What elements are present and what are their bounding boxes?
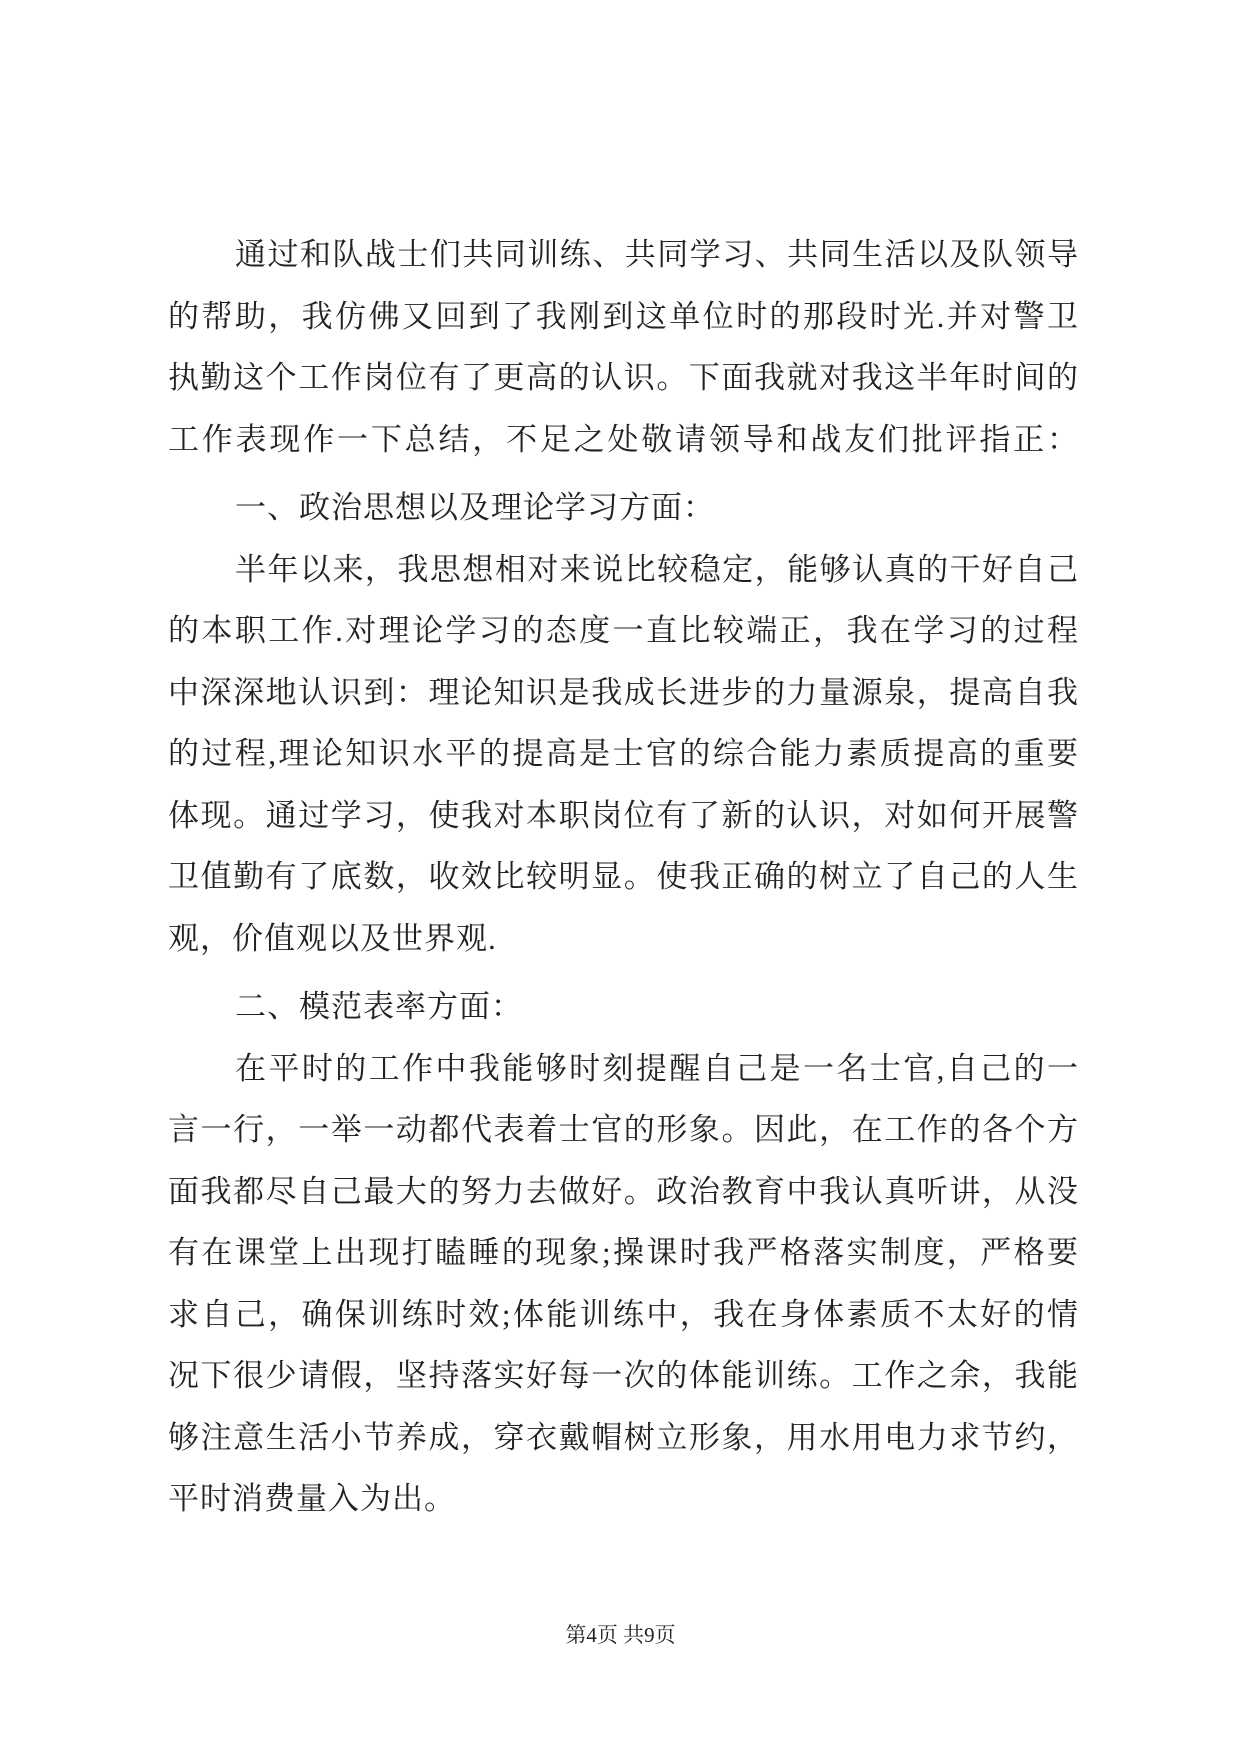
paragraph-intro xyxy=(168,224,1079,470)
text-line: 求自己，确保训练时效;体能训练中，我在身体素质不太好的情 xyxy=(168,1296,1079,1332)
text-line: 观，价值观以及世界观. xyxy=(168,920,497,956)
heading-text: 一、政治思想以及理论学习方面： xyxy=(235,490,715,525)
text-line: 中深深地认识到：理论知识是我成长进步的力量源泉，提高自我 xyxy=(168,674,1079,710)
text-line: 半年以来，我思想相对来说比较稳定，能够认真的干好自己 xyxy=(235,551,1079,587)
text-line: 的过程,理论知识水平的提高是士官的综合能力素质提高的重要 xyxy=(168,736,1079,771)
text-line: 通过和队战士们共同训练、共同学习、共同生活以及队领导 xyxy=(235,237,1079,272)
text-line: 面我都尽自己最大的努力去做好。政治教育中我认真听讲，从没 xyxy=(168,1173,1079,1209)
text-line: 的帮助，我仿佛又回到了我刚到这单位时的那段时光.并对警卫 xyxy=(168,298,1079,334)
text-line: 在平时的工作中我能够时刻提醒自己是一名士官,自己的一 xyxy=(235,1050,1079,1086)
paragraph-exemplary-conduct xyxy=(168,1038,1079,1530)
text-line: 卫值勤有了底数，收效比较明显。使我正确的树立了自己的人生 xyxy=(168,859,1079,894)
section-heading-exemplary-conduct xyxy=(168,976,1079,1038)
text-line: 的本职工作.对理论学习的态度一直比较端正，我在学习的过程 xyxy=(168,613,1079,648)
document-body xyxy=(168,224,1079,1530)
section-heading-political-theory xyxy=(168,477,1079,539)
text-line: 执勤这个工作岗位有了更高的认识。下面我就对我这半年时间的 xyxy=(168,360,1079,395)
page-number-footer: 第4页 共9页 xyxy=(565,1623,676,1647)
text-line: 体现。通过学习，使我对本职岗位有了新的认识，对如何开展警 xyxy=(168,797,1079,833)
heading-text: 二、模范表率方面： xyxy=(235,989,523,1024)
text-line: 工作表现作一下总结，不足之处敬请领导和战友们批评指正： xyxy=(168,421,1079,457)
text-line: 况下很少请假，坚持落实好每一次的体能训练。工作之余，我能 xyxy=(168,1358,1079,1393)
text-line: 够注意生活小节养成，穿衣戴帽树立形象，用水用电力求节约， xyxy=(168,1419,1079,1455)
text-line: 言一行，一举一动都代表着士官的形象。因此，在工作的各个方 xyxy=(168,1112,1079,1147)
text-line: 有在课堂上出现打瞌睡的现象;操课时我严格落实制度，严格要 xyxy=(168,1235,1079,1270)
paragraph-political-theory xyxy=(168,539,1079,970)
text-line: 平时消费量入为出。 xyxy=(168,1481,456,1516)
